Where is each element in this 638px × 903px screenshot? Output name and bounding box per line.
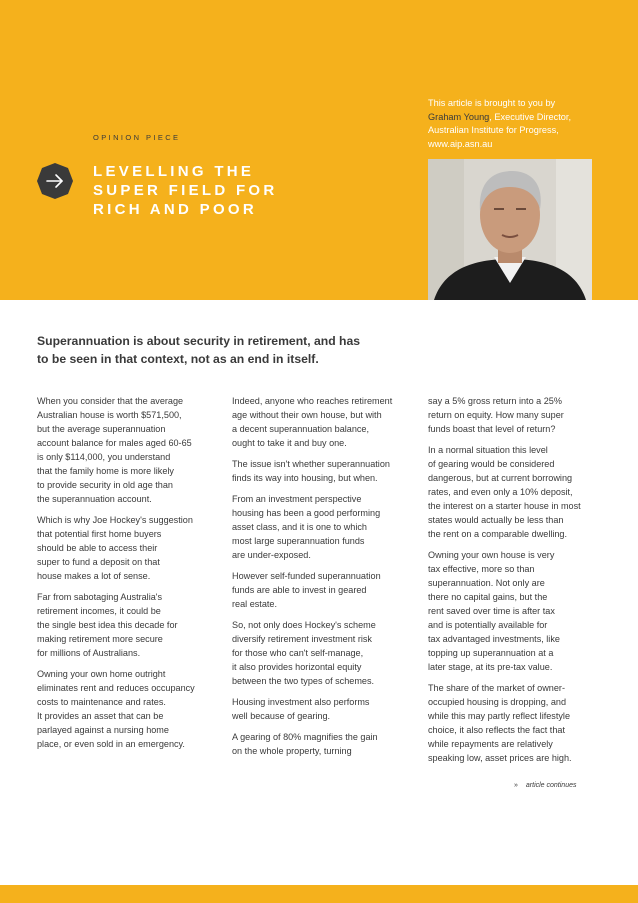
- paragraph: [232, 492, 414, 562]
- text-line: that potential first home buyers: [37, 529, 162, 539]
- text-line: return on equity. How many super: [428, 410, 564, 420]
- text-line: However self-funded superannuation: [232, 571, 381, 581]
- text-line: The share of the market of owner-: [428, 683, 565, 693]
- text-line: between the two types of schemes.: [232, 676, 375, 686]
- text-line: making retirement more secure: [37, 634, 163, 644]
- author-photo: [428, 159, 592, 300]
- article-title: [93, 162, 278, 219]
- paragraph: [428, 394, 608, 436]
- paragraph: [232, 730, 414, 758]
- author-name: Graham Young: [428, 111, 490, 122]
- text-line: Housing investment also performs: [232, 697, 370, 707]
- text-line: funds boast that level of return?: [428, 424, 556, 434]
- paragraph: [232, 394, 414, 450]
- title-line: LEVELLING THE: [93, 163, 255, 180]
- text-line: are under-exposed.: [232, 550, 311, 560]
- text-line: for millions of Australians.: [37, 648, 141, 658]
- text-line: speaking low, asset prices are high.: [428, 753, 572, 763]
- text-line: choice, it also reflects the fact that: [428, 725, 565, 735]
- title-line: RICH AND POOR: [93, 201, 258, 218]
- text-line: age without their own house, but with: [232, 410, 382, 420]
- text-line: The issue isn't whether superannuation: [232, 459, 390, 469]
- right-arrow-icon: [37, 163, 73, 199]
- footer-bar: [0, 885, 638, 903]
- text-line: costs to maintenance and rates.: [37, 697, 166, 707]
- text-line: From an investment perspective: [232, 494, 362, 504]
- text-line: rates, and even only a 10% deposit,: [428, 487, 573, 497]
- paragraph: [232, 569, 414, 611]
- paragraph: [37, 394, 215, 506]
- text-line: In a normal situation this level: [428, 445, 548, 455]
- text-line: of gearing would be considered: [428, 459, 555, 469]
- text-line: When you consider that the average: [37, 396, 184, 406]
- text-line: It provides an asset that can be: [37, 711, 164, 721]
- text-line: well because of gearing.: [232, 711, 331, 721]
- text-line: a decent superannuation balance,: [232, 424, 370, 434]
- text-line: later stage, at its pre-tax value.: [428, 662, 553, 672]
- text-line: that the family home is more likely: [37, 466, 174, 476]
- text-line: tax effective, more so than: [428, 564, 535, 574]
- text-line: is only $114,000, you understand: [37, 452, 171, 462]
- text-line: most large superannuation funds: [232, 536, 365, 546]
- text-line: eliminates rent and reduces occupancy: [37, 683, 195, 693]
- text-line: the single best idea this decade for: [37, 620, 178, 630]
- text-line: account balance for males aged 60-65: [37, 438, 192, 448]
- text-line: Indeed, anyone who reaches retirement: [232, 396, 393, 406]
- text-line: to provide security in old age than: [37, 480, 173, 490]
- text-line: say a 5% gross return into a 25%: [428, 396, 562, 406]
- text-line: the rent on a comparable dwelling.: [428, 529, 568, 539]
- section-kicker: OPINION PIECE: [93, 133, 181, 142]
- text-line: Which is why Joe Hockey's suggestion: [37, 515, 193, 525]
- text-line: house makes a lot of sense.: [37, 571, 151, 581]
- text-line: the superannuation account.: [37, 494, 152, 504]
- lead-paragraph: [37, 333, 397, 368]
- text-line: super to fund a deposit on that: [37, 557, 160, 567]
- credit-intro: This article is brought to you by: [428, 98, 556, 108]
- continue-marker: »: [514, 782, 518, 789]
- text-line: So, not only does Hockey's scheme: [232, 620, 376, 630]
- paragraph: [428, 548, 608, 674]
- paragraph: [37, 667, 215, 751]
- text-line: ought to take it and buy one.: [232, 438, 347, 448]
- paragraph: [232, 618, 414, 688]
- text-line: A gearing of 80% magnifies the gain: [232, 732, 378, 742]
- text-column-3: [428, 394, 608, 772]
- text-line: Owning your own home outright: [37, 669, 166, 679]
- text-line: there no capital gains, but the: [428, 592, 548, 602]
- text-line: should be able to access their: [37, 543, 158, 553]
- text-line: while repayments are relatively: [428, 739, 553, 749]
- text-line: asset class, and it is one to which: [232, 522, 367, 532]
- text-line: and is potentially available for: [428, 620, 548, 630]
- text-line: real estate.: [232, 599, 277, 609]
- paragraph: [428, 681, 608, 765]
- text-line: but the average superannuation: [37, 424, 166, 434]
- paragraph: [232, 457, 414, 485]
- text-line: the interest on a starter house in most: [428, 501, 581, 511]
- text-line: Far from sabotaging Australia's: [37, 592, 163, 602]
- text-line: parlayed against a nursing home: [37, 725, 169, 735]
- text-column-2: [232, 394, 414, 765]
- lead-line: to be seen in that context, not as an end in itself.: [37, 351, 319, 366]
- text-line: finds its way into housing, but when.: [232, 473, 378, 483]
- website-link[interactable]: www.aip.asn.au: [428, 138, 493, 149]
- text-line: tax advantaged investments, like: [428, 634, 560, 644]
- text-line: diversify retirement investment risk: [232, 634, 372, 644]
- title-line: SUPER FIELD FOR: [93, 182, 278, 199]
- text-line: topping up superannuation at a: [428, 648, 554, 658]
- text-line: funds are able to invest in geared: [232, 585, 367, 595]
- text-line: Owning your own house is very: [428, 550, 555, 560]
- paragraph: [428, 443, 608, 541]
- paragraph: [232, 695, 414, 723]
- text-line: superannuation. Not only are: [428, 578, 545, 588]
- author-role: , Executive Director,: [489, 111, 571, 122]
- text-line: occupied housing is dropping, and: [428, 697, 567, 707]
- text-line: states would actually be less than: [428, 515, 564, 525]
- paragraph: [37, 513, 215, 583]
- text-line: housing has been a good performing: [232, 508, 381, 518]
- text-line: place, or even sold in an emergency.: [37, 739, 185, 749]
- lead-line: Superannuation is about security in retirement, and has: [37, 334, 361, 348]
- text-line: for those who can't self-manage,: [232, 648, 364, 658]
- article-continues-link[interactable]: [514, 782, 577, 789]
- text-line: rent saved over time is after tax: [428, 606, 555, 616]
- continue-text: article continues: [525, 782, 577, 789]
- text-line: while this may partly reflect lifestyle: [428, 711, 571, 721]
- author-organisation: Australian Institute for Progress,: [428, 125, 559, 135]
- author-credit: [428, 97, 628, 151]
- text-column-1: [37, 394, 215, 758]
- text-line: retirement incomes, it could be: [37, 606, 161, 616]
- text-line: Australian house is worth $571,500,: [37, 410, 182, 420]
- text-line: on the whole property, turning: [232, 746, 352, 756]
- text-line: it also provides horizontal equity: [232, 662, 362, 672]
- text-line: dangerous, but at current borrowing: [428, 473, 573, 483]
- paragraph: [37, 590, 215, 660]
